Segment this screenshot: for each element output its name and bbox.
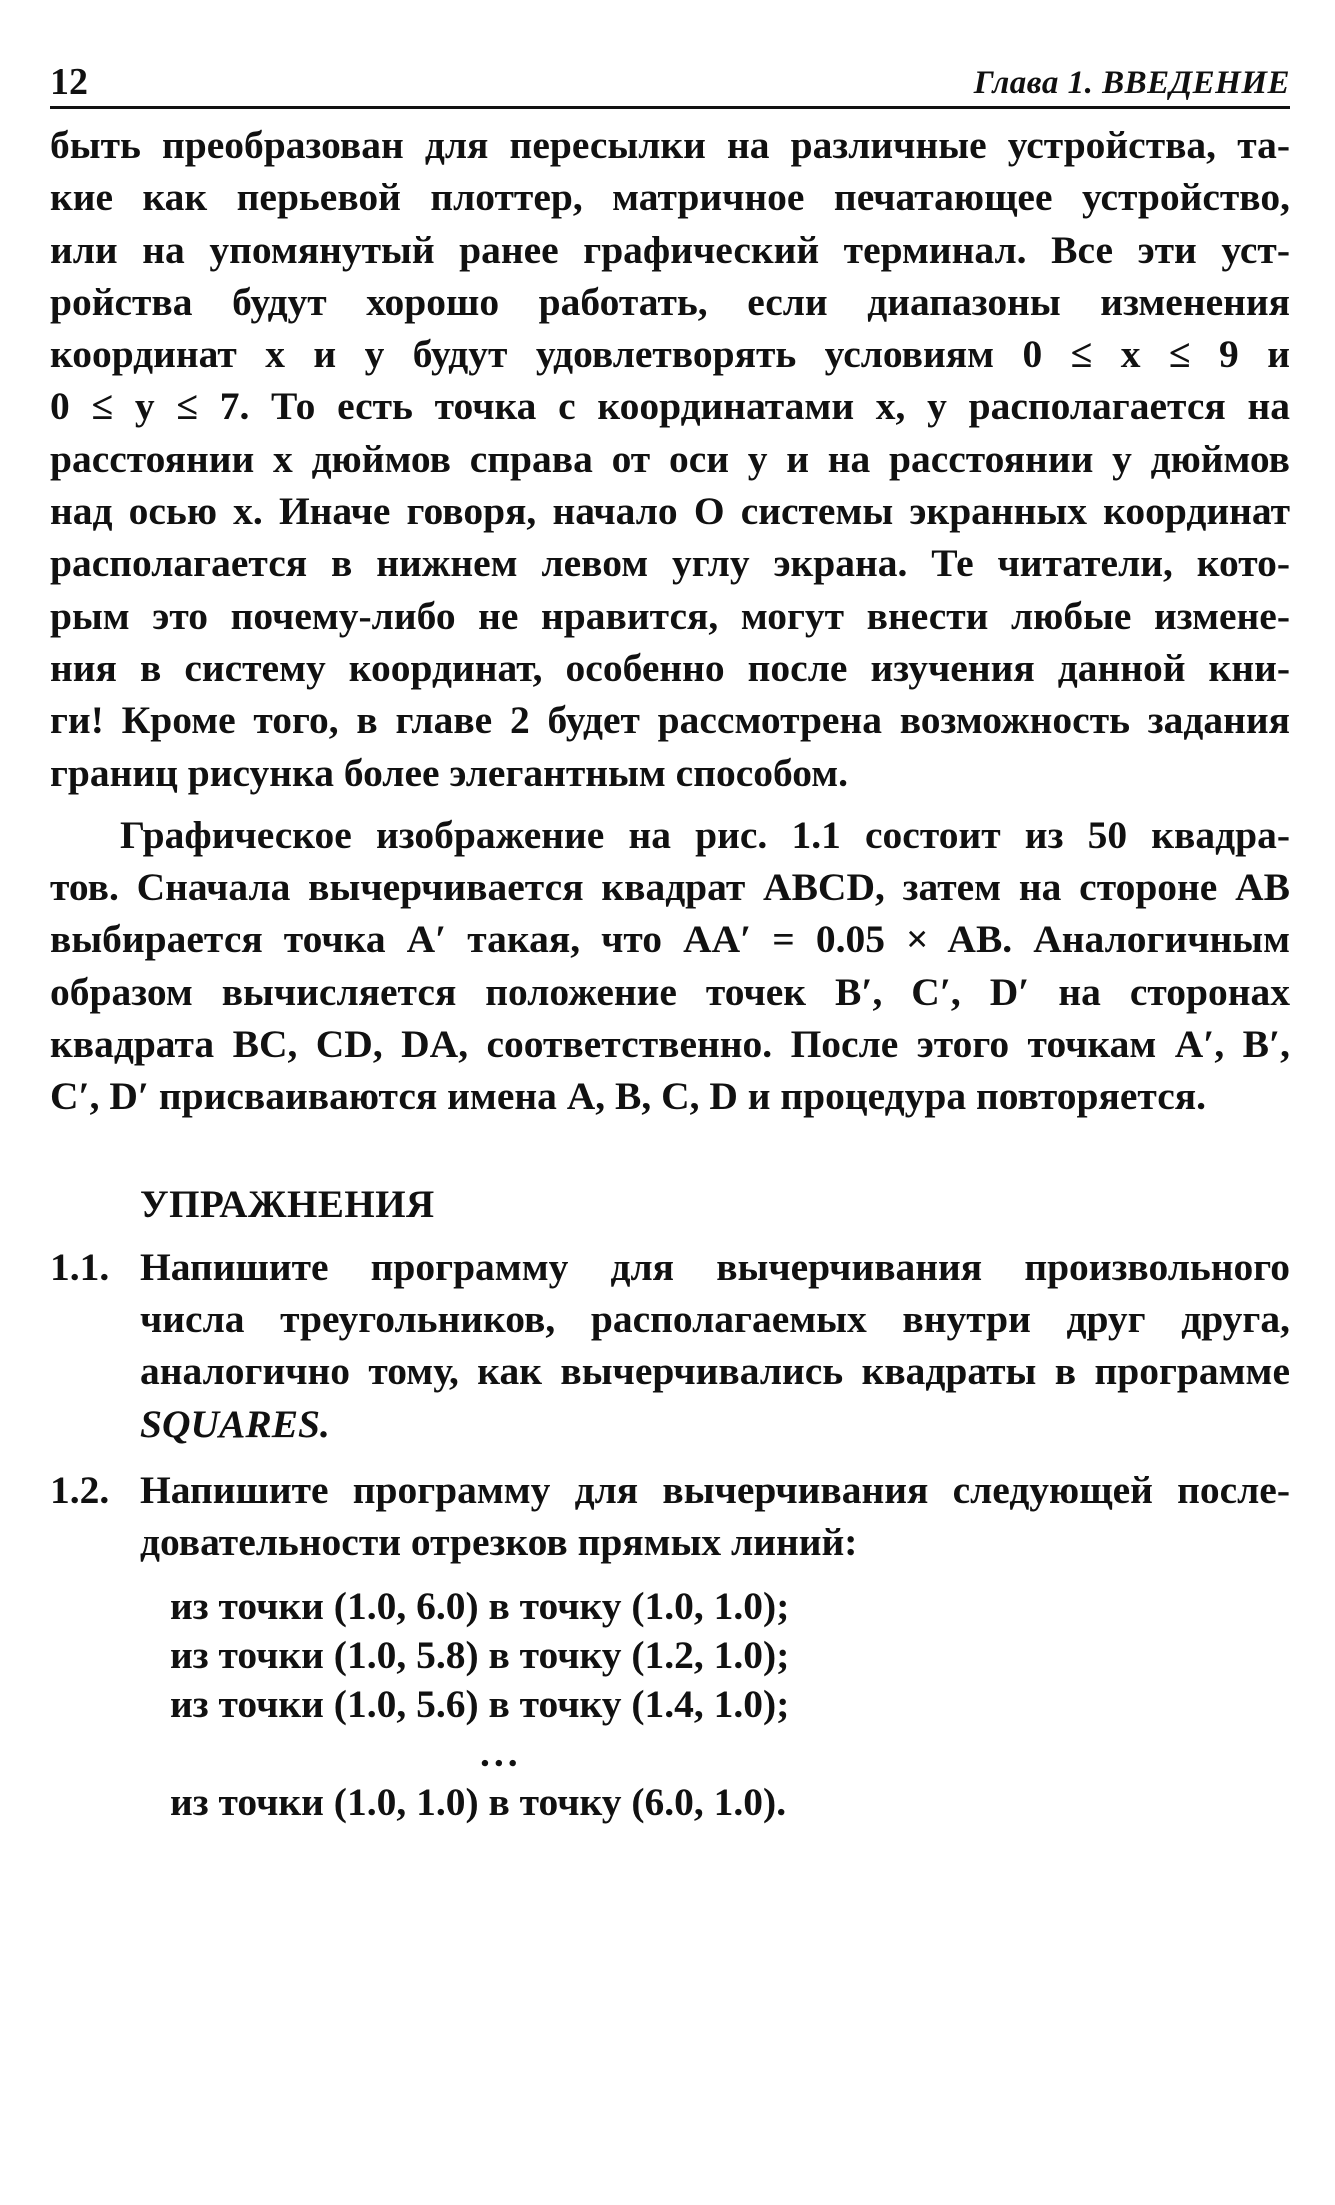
text-line: кие как перьевой плоттер, матричное печатающее устройство, [50,175,1290,220]
exercise-1-1 [50,1241,1290,1450]
exercise-number: 1.2. [50,1467,110,1512]
page-number: 12 [50,61,88,103]
running-head [50,60,1290,109]
segment-line: из точки (1.0, 5.8) в точку (1.2, 1.0); [170,1633,790,1678]
paragraph-coordinates [50,119,1290,799]
chapter-title: Глава 1. ВВЕДЕНИЕ [973,65,1290,101]
text-line: ния в систему координат, особенно после изучения данной кни- [50,645,1290,690]
text-line: или на упомянутый ранее графический терминал. Все эти уст- [50,227,1290,272]
paragraph-squares [50,809,1290,1123]
text-line: тов. Сначала вычерчивается квадрат ABCD, затем на стороне АВ [50,865,1290,910]
text-line: расстоянии x дюймов справа от оси у и на расстоянии y дюймов [50,436,1290,481]
text-line: довательности отрезков прямых линий: [140,1520,858,1565]
text-line: координат x и y будут удовлетворять условиям 0 ≤ x ≤ 9 и [50,332,1290,377]
exercise-number: 1.1. [50,1244,110,1289]
text-line: 0 ≤ y ≤ 7. То есть точка с координатами x, y располагается на [50,384,1290,429]
ellipsis: ... [480,1731,522,1776]
text-line: образом вычисляется положение точек B′, C′, D′ на сторонах [50,969,1290,1014]
text-line: над осью х. Иначе говоря, начало О системы экранных координат [50,489,1290,534]
segment-line-final: из точки (1.0, 1.0) в точку (6.0, 1.0). [170,1780,787,1825]
text-line: рым это почему-либо не нравится, могут внести любые измене- [50,593,1290,638]
text-line: располагается в нижнем левом углу экрана. Те читатели, кото- [50,541,1290,586]
book-page [50,60,1290,1827]
segment-list [50,1582,1290,1827]
text-line: ройства будут хорошо работать, если диапазоны изменения [50,279,1290,324]
text-line: быть преобразован для пересылки на различные устройства, та- [50,123,1290,167]
segment-line: из точки (1.0, 5.6) в точку (1.4, 1.0); [170,1682,790,1727]
paragraph-gap [50,799,1290,809]
text-line: Напишите программу для вычерчивания произвольного [140,1244,1290,1289]
segment-line: из точки (1.0, 6.0) в точку (1.0, 1.0); [170,1584,790,1629]
exercises-heading: УПРАЖНЕНИЯ [140,1182,435,1226]
text-line: числа треугольников, располагаемых внутри друг друга, [140,1296,1290,1341]
text-line: C′, D′ присваиваются имена A, B, C, D и процедура повторяется. [50,1074,1207,1119]
program-name: SQUARES. [140,1401,330,1446]
text-line: Напишите программу для вычерчивания следующей после- [140,1467,1290,1512]
text-line: выбирается точка A′ такая, что AA′ = 0.05 × AB. Аналогичным [50,917,1290,962]
text-line: аналогично тому, как вычерчивались квадраты в программе [140,1349,1290,1394]
exercise-1-2 [50,1464,1290,1569]
text-line: ги! Кроме того, в главе 2 будет рассмотрена возможность задания [50,698,1290,743]
text-line: Графическое изображение на рис. 1.1 состоит из 50 квадра- [120,812,1290,857]
text-line: квадрата BC, CD, DA, соответственно. После этого точкам A′, B′, [50,1022,1290,1067]
text-line: границ рисунка более элегантным способом. [50,750,849,795]
